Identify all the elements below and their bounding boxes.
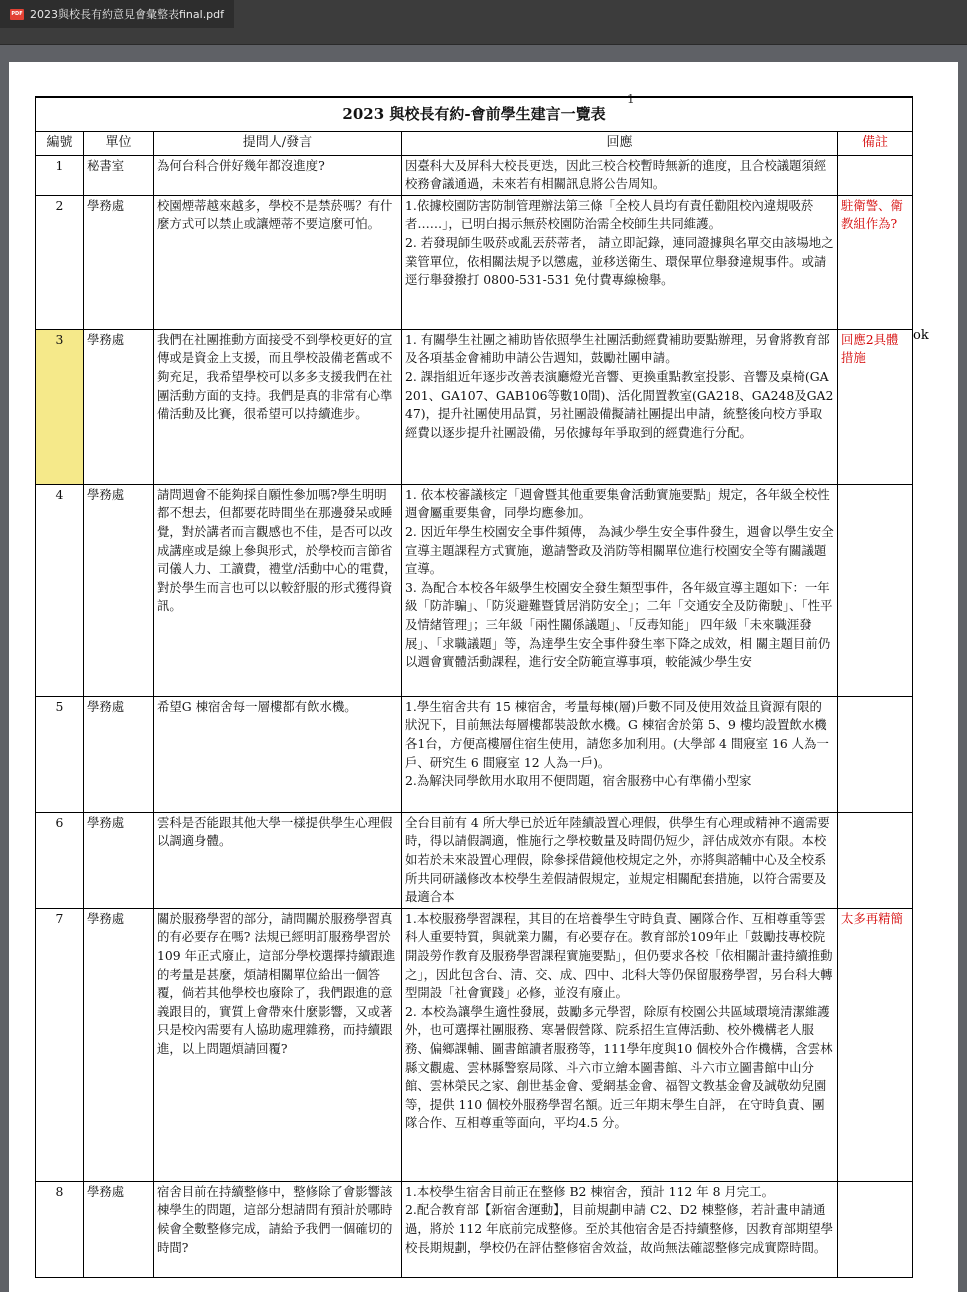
row-question: 請問週會不能夠採自願性參加嗎?學生明明都不想去，但都要花時間坐在那邊發呆或睡覺，對於講者而言觀感也不佳，是否可以改成講座或是線上參與形式，於學校而言節省司儀人力、工讀費，禮堂/活動中心的電費，對於學生而言也可以以較舒服的形式獲得資訊。	[154, 484, 402, 696]
row-question: 校園煙蒂越來越多，學校不是禁菸嗎？有什麼方式可以禁止或讓煙蒂不要這麼可怕。	[154, 195, 402, 329]
row-unit: 學務處	[84, 195, 154, 329]
header-unit: 單位	[84, 132, 154, 156]
viewer-toolbar	[0, 0, 967, 45]
row-remark: 回應2具體措施	[838, 329, 913, 484]
row-unit: 學務處	[84, 1181, 154, 1277]
row-response: 全台目前有 4 所大學已於近年陸續設置心理假，供學生有心理或精神不適需要時，得以請假調適，惟施行之學校數量及時間仍短少，評估成效亦有限。本校如若於未來設置心理假，除參採借鏡他校規定之外，亦將與諮輔中心及全校系所共同研議修改本校學生差假請假規定，並規定相關配套措施，以符合需要及最適合本	[402, 812, 838, 908]
table-row	[36, 812, 913, 908]
row-remark	[838, 1181, 913, 1277]
table-row	[36, 696, 913, 812]
row-unit: 學務處	[84, 812, 154, 908]
table-row	[36, 195, 913, 329]
row-question: 宿舍目前在持續整修中，整修除了會影響該棟學生的問題，這部分想請問有預計於哪時候會全數整修完成，請給予我們一個確切的時間?	[154, 1181, 402, 1277]
pdf-page	[9, 62, 958, 1292]
row-response: 因臺科大及屏科大校長更迭，因此三校合校暫時無新的進度，且合校議題須經校務會議通過，未來若有相關訊息將公告周知。	[402, 155, 838, 195]
row-remark	[838, 155, 913, 195]
row-no: 8	[36, 1181, 84, 1277]
row-question: 為何台科合併好幾年都沒進度?	[154, 155, 402, 195]
row-question: 我們在社團推動方面接受不到學校更好的宣傳或是資金上支援，而且學校設備老舊或不夠充足，我希望學校可以多多支援我們在社團活動方面的支持。我們是真的非常有心準備活動及比賽，很希望可以持續進步。	[154, 329, 402, 484]
document-tab[interactable]	[0, 0, 234, 28]
row-question: 關於服務學習的部分，請問關於服務學習真的有必要存在嗎? 法規已經明訂服務學習於 109 年正式廢止，這部分學校選擇持續跟進的考量是甚麼，煩請相關單位給出一個答覆，倘若其他學校也廢除了，我們跟進的意義跟目的，實質上會帶來什麼影響，又或著只是校內需要有人協助處理雜務，而持續跟進，以上問題煩請回覆?	[154, 908, 402, 1181]
row-response: 1.學生宿舍共有 15 棟宿舍，考量每棟(層)戶數不同及使用效益且資源有限的狀況下，目前無法每層樓都裝設飲水機。G 棟宿舍於第 5、9 樓均設置飲水機各1台，方便高樓層住宿生使用，請您多加利用。(大學部 4 間寢室 16 人為一戶、研究生 6 間寢室 12 人為一戶)。 2.為解決同學飲用水取用不便問題，宿舍服務中心有準備小型家	[402, 696, 838, 812]
row-no: 7	[36, 908, 84, 1181]
header-response: 回應	[402, 132, 838, 156]
suggestions-table	[35, 96, 913, 1278]
row-question: 希望G 棟宿舍每一層樓都有飲水機。	[154, 696, 402, 812]
row-unit: 學務處	[84, 908, 154, 1181]
row-unit: 秘書室	[84, 155, 154, 195]
row-unit: 學務處	[84, 329, 154, 484]
row-response: 1.本校服務學習課程，其目的在培養學生守時負責、團隊合作、互相尊重等雲科人重要特質，與就業力關，有必要存在。教育部於109年止「鼓勵技專校院開設勞作教育及服務學習課程實施要點」，但仍要求各校「依相關計畫持續推動之」，因此包含台、清、交、成、四中、北科大等仍保留服務學習，另台科大轉型開設「社會實踐」必修，並沒有廢止。 2. 本校為讓學生適性發展，鼓勵多元學習，除原有校園公共區域環境清潔維護外，也可選擇社團服務、寒暑假營隊、院系招生宣傳活動、校外機構老人服務、偏鄉課輔、圖書館讀者服務等，111學年度與10 個校外合作機構，含雲林縣文觀處、雲林縣警察局隊、斗六市立繪本圖書館、斗六市立圖書館中山分館、雲林榮民之家、創世基金會、愛網基金會、福智文教基金會及誠敬幼兒園等，提供 110 個校外服務學習名額。近三年期末學生自評， 在守時負責、團隊合作、互相尊重等面向，平均4.5 分。	[402, 908, 838, 1181]
page-number: 1	[627, 92, 635, 106]
row-response: 1. 有關學生社團之補助皆依照學生社團活動經費補助要點辦理，另會將教育部及各項基金會補助申請公告週知，鼓勵社團申請。 2. 課指組近年逐步改善表演廳燈光音響、更換重點教室投影、音響及桌椅(GA201、GA107、GAB106等數10間)、活化閒置教室(GA218、GA248及GA247)，提升社團使用品質，另社團設備擬請社團提出申請，統整後向校方爭取經費以逐步提升社團設備，另依據每年爭取到的經費進行分配。	[402, 329, 838, 484]
row-remark: 駐衛警、衛教組作為?	[838, 195, 913, 329]
row-unit: 學務處	[84, 484, 154, 696]
table-row	[36, 329, 913, 484]
row-response: 1.本校學生宿舍目前正在整修 B2 棟宿舍，預計 112 年 8 月完工。 2.配合教育部【新宿舍運動】，目前規劃申請 C2、D2 棟整修，若計畫申請通過，將於 112 年底前完成整修。至於其他宿舍是否持續整修，因教育部期望學校長期規劃，學校仍在評估整修宿舍效益，故尚無法確認整修完成實際時間。	[402, 1181, 838, 1277]
row-no: 6	[36, 812, 84, 908]
row-question: 雲科是否能跟其他大學一樣提供學生心理假以調適身體。	[154, 812, 402, 908]
row-remark: 太多再精簡	[838, 908, 913, 1181]
table-title-row	[36, 97, 913, 132]
row-no: 5	[36, 696, 84, 812]
header-remark: 備註	[838, 132, 913, 156]
pdf-file-icon: PDF	[10, 9, 24, 20]
document-file-name: 2023與校長有約意見會彙整表final.pdf	[30, 8, 225, 21]
table-title: 2023 與校長有約-會前學生建言一覽表	[36, 97, 913, 132]
row-response: 1. 依本校審議核定「週會暨其他重要集會活動實施要點」規定，各年級全校性週會屬重要集會，同學均應參加。 2. 因近年學生校園安全事件頻傳， 為減少學生安全事件發生，週會以學生安全宣導主題課程方式實施，邀請警政及消防等相關單位進行校園安全等有關議題宣導。 3. 為配合本校各年級學生校園安全發生類型事件，各年級宣導主題如下：一年級「防詐騙」、「防災避難暨賃居消防安全」；二年「交通安全及防衛駛」、「性平及情緒管理」；三年級「兩性關係議題」、「反毒知能」 四年級「未來職涯發展」、「求職議題」等，為達學生安全事件發生率下降之成效，相 關主題目前仍以週會實體活動課程，進行安全防範宣導事項，較能減少學生安	[402, 484, 838, 696]
table-header-row	[36, 132, 913, 156]
table-row	[36, 484, 913, 696]
row-remark	[838, 696, 913, 812]
table-row	[36, 155, 913, 195]
row-unit: 學務處	[84, 696, 154, 812]
header-no: 編號	[36, 132, 84, 156]
row-remark	[838, 484, 913, 696]
row-no: 3	[36, 329, 84, 484]
row-no: 2	[36, 195, 84, 329]
header-question: 提問人/發言	[154, 132, 402, 156]
table-row	[36, 908, 913, 1181]
row-remark	[838, 812, 913, 908]
margin-note-ok: ok	[913, 328, 929, 343]
row-response: 1.依據校園防害防制管理辦法第三條「全校人員均有責任勸阻校內違規吸菸者……」，已明白揭示無菸校園防治需全校師生共同維護。 2. 若發現師生吸菸或亂丟菸蒂者， 請立即記錄，連同證據與名單交由該場地之業管單位，依相關法規予以懲處，並移送衛生、環保單位舉發違規事件。或請逕行舉發撥打 0800-531-531 免付費專線檢舉。	[402, 195, 838, 329]
row-no: 1	[36, 155, 84, 195]
table-row	[36, 1181, 913, 1277]
row-no: 4	[36, 484, 84, 696]
